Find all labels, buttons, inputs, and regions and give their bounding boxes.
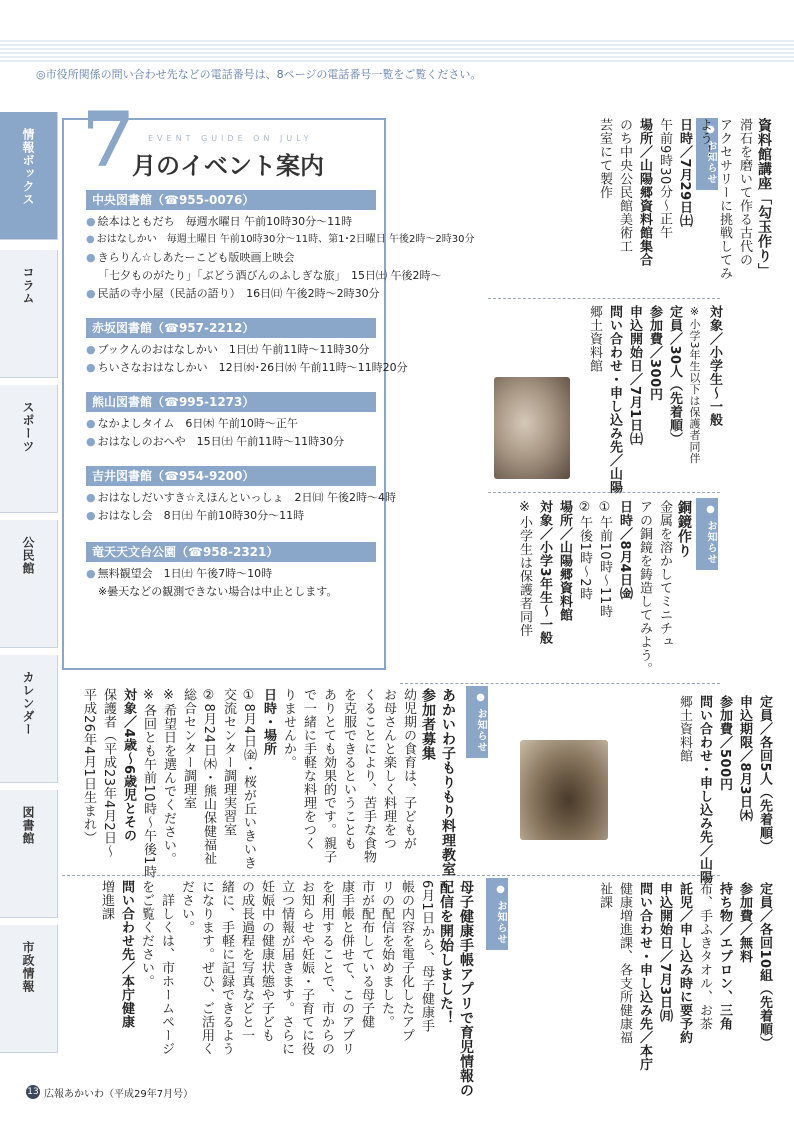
notice-note: ※希望日を選んでください。: [161, 688, 176, 866]
notice-contact: 問い合わせ・申し込み先／山陽: [697, 695, 712, 884]
notice-date-item: ②8月24日㈭・熊山保健福祉: [201, 688, 216, 865]
notice-apply: 申込開始日／7月3日㈪: [657, 882, 672, 1023]
notice-contact: 問い合わせ先／本庁健康: [119, 880, 134, 1029]
event-item: ● おはなし会 8日㈯ 午前10時30分～11時: [86, 507, 376, 525]
notice-cooking: [78, 688, 458, 879]
event-item: ● 絵本はともだち 毎週水曜日 午前10時30分～11時: [86, 213, 376, 231]
notice-body: 妊娠中の健康状態や子ども: [259, 880, 274, 1042]
notice-badge: ● お知らせ: [486, 878, 508, 950]
notice-apply: 申込開始日／7月1日㈯: [627, 305, 642, 446]
notice-body: を克服できるということも: [341, 688, 356, 850]
notice-magatama-top: [594, 118, 774, 293]
sidebar-tab-kominkan[interactable]: [0, 520, 58, 648]
sidebar-tab-label: 図書館: [21, 806, 35, 845]
notice-contact: 増進課: [99, 880, 114, 921]
notice-body: お知らせや妊娠・子育てに役: [299, 880, 314, 1056]
event-item: ● ちいさなおはなしかい 12日㈬･26日㈬ 午前11時～11時20分: [86, 359, 376, 377]
notice-contact: 郷土資料館: [677, 695, 692, 763]
divider: [62, 875, 720, 876]
notice-target: 保護者（平成23年4月2日～: [101, 688, 116, 859]
library-header: 竜天天文台公園（☎958-2321）: [86, 542, 376, 562]
notice-badge: ● お知らせ: [696, 498, 718, 570]
notice-body: お母さんと楽しく料理をつ: [381, 688, 396, 850]
notice-body: 市が配布している母子健: [359, 880, 374, 1029]
library-yoshii: [86, 466, 396, 525]
notice-body: 金属を溶かしてミニチュ: [657, 500, 672, 649]
library-header: 赤坂図書館（☎957-2212）: [86, 318, 376, 338]
notice-body: ださい。: [179, 880, 194, 934]
sidebar-tab-label: 公民館: [21, 536, 35, 575]
notice-title: 配信を開始しました！: [438, 880, 454, 1025]
observatory: [86, 542, 376, 601]
event-subtitle: EVENT GUIDE ON JULY: [148, 134, 313, 143]
notice-fee: 参加費／300円: [647, 305, 662, 402]
notice-capacity: 定員／各回10組（先着順）: [757, 882, 772, 1050]
notice-magatama-bottom: [584, 305, 724, 494]
notice-date-item: ①8月4日㈮・桜が丘いきいき: [241, 688, 256, 870]
notice-date: 日時／7月29日㈯: [677, 118, 692, 228]
notice-body: よう！: [697, 118, 712, 159]
notice-body: の成長過程を写真などと一: [239, 880, 254, 1042]
event-item: ● おはなしかい 毎週土曜日 午前10時30分～11時、第1･2日曜日 午後2時～2時30分: [86, 231, 376, 249]
header-band: [0, 40, 794, 62]
notice-contact: 問い合わせ・申し込み先／山陽: [607, 305, 622, 494]
notice-capacity: 定員／30人（先着順）: [667, 305, 682, 446]
sidebar-tab-sports[interactable]: [0, 385, 58, 513]
notice-body: を利用することで、市からの: [319, 880, 334, 1056]
notice-body: をご覧ください。: [139, 880, 154, 988]
notice-title: 銅鏡作り: [676, 500, 692, 558]
notice-kyo: [514, 500, 694, 675]
sidebar-tab-library[interactable]: [0, 790, 58, 918]
notice-place: 場所／山陽郷資料館集合: [637, 118, 652, 267]
sidebar-tab-label: 情報ボックス: [21, 128, 35, 206]
library-header: 吉井図書館（☎954-9200）: [86, 466, 376, 486]
library-akasaka: [86, 318, 408, 377]
notice-badge: ● お知らせ: [466, 686, 488, 758]
notice-title: 母子健康手帳アプリで育児情報の: [458, 880, 474, 1098]
notice-target-note: ※小学生は保護者同伴: [517, 500, 532, 637]
notice-target: 対象／小学3年生～一般: [537, 500, 552, 645]
sidebar-tab-label: 市政情報: [21, 941, 35, 993]
notice-place: のち中央公民館美術工: [617, 118, 632, 253]
notice-body: 帳の内容を電子化したアプ: [399, 880, 414, 1042]
header-note: ◎市役所関係の問い合わせ先などの電話番号は、8ページの電話番号一覧をご覧ください。: [36, 68, 482, 81]
notice-place: 場所／山陽郷資料館: [557, 500, 572, 622]
notice-note: ※各回とも午前10時～午後1時: [141, 688, 156, 879]
sidebar-tab-label: カレンダー: [21, 671, 35, 736]
notice-body: ありとても効果的です。親子: [321, 688, 336, 864]
notice-time: ②午後1時～2時: [577, 500, 592, 601]
sidebar-tab-calendar[interactable]: [0, 655, 58, 783]
notice-capacity: 定員／各回5人（先着順）: [757, 695, 772, 854]
sidebar-tab-info[interactable]: [0, 112, 58, 240]
notice-contact: 健康増進課、各支所健康福: [617, 882, 632, 1044]
notice-care: 託児／申し込み時に要予約: [677, 882, 692, 1044]
notice-body: 幼児期の食育は、子どもが: [401, 688, 416, 850]
notice-body: で一緒に手軽な料理をつく: [301, 688, 316, 850]
library-header: 中央図書館（☎955-0076）: [86, 190, 376, 210]
notice-title: あかいわ子もりもり料理教室: [440, 688, 456, 877]
divider: [488, 298, 720, 299]
notice-deadline: 申込期限／8月3日㈭: [737, 695, 752, 823]
notice-date: 日時／8月4日㈮: [617, 500, 632, 601]
magatama-photo: [494, 377, 570, 479]
notice-target: 平成26年4月1日生まれ）: [81, 688, 96, 845]
notice-target-note: ※小学3年生以下は保護者同伴: [688, 305, 701, 464]
footer-text: 広報あかいわ（平成29年7月号）: [44, 1089, 194, 1100]
sidebar-tab-label: スポーツ: [21, 401, 35, 453]
notice-body: アの銅鏡を鋳造してみよう。: [637, 500, 652, 676]
sidebar-tab-label: コラム: [21, 266, 35, 305]
divider: [488, 492, 720, 493]
event-item: ※曇天などの観測できない場合は中止とします。: [98, 585, 338, 598]
notice-body: になります。ぜひ、ご活用く: [199, 880, 214, 1056]
event-item: ● 民話の寺小屋（民話の語り） 16日㈰ 午後2時～2時30分: [86, 285, 376, 303]
library-header: 熊山図書館（☎995-1273）: [86, 392, 376, 412]
event-item: ● おはなしのおへや 15日㈯ 午前11時～11時30分: [86, 433, 376, 451]
notice-body: 緒に、手軽に記録できるよう: [219, 880, 234, 1056]
library-kumayama: [86, 392, 376, 451]
notice-contact: 祉課: [597, 882, 612, 909]
notice-date-item: 総合センター調理室: [181, 688, 196, 810]
notice-time: 午前9時30分～正午: [657, 118, 672, 239]
event-item: ● おはなしだいすき☆えほんといっしょ 2日㈰ 午後2時～4時: [86, 489, 376, 507]
notice-contact: 郷土資料館: [587, 305, 602, 373]
library-chuo: [86, 190, 475, 303]
notice-title: 資料館講座「勾玉作り」: [756, 118, 772, 278]
event-item: 「七夕ものがたり」「ぶどう酒びんのふしぎな旅」 15日㈯ 午後2時～: [98, 269, 442, 282]
notice-body: 滑石を磨いて作る古代の: [737, 118, 752, 267]
event-item: ● きらりん☆しあたーこども版映画上映会: [86, 249, 376, 267]
notice-date-item: 交流センター調理実習室: [221, 688, 236, 837]
notice-badge: ● お知らせ: [696, 118, 718, 190]
kyo-photo: [520, 740, 608, 840]
notice-body: 詳しくは、市ホームページ: [159, 880, 174, 1056]
notice-items: 持ち物／エプロン、三角: [717, 882, 732, 1031]
notice-target: 対象／小学生～一般: [707, 305, 722, 427]
notice-body: くることにより、苦手な食物: [361, 688, 376, 864]
notice-target: 対象／4歳～6歳児とその: [121, 688, 136, 843]
notice-body: 立つ情報が届きます。さらに: [279, 880, 294, 1056]
notice-kyo-details: [674, 695, 774, 884]
notice-cooking-details: [594, 882, 774, 1071]
divider: [400, 683, 720, 684]
notice-title: 参加者募集: [420, 688, 436, 761]
notice-contact: 問い合わせ・申し込み先／本庁: [637, 882, 652, 1071]
event-item: ● ブックんのおはなしかい 1日㈯ 午前11時～11時30分: [86, 341, 376, 359]
event-month-number: 7: [82, 95, 135, 184]
notice-body: りませんか。: [281, 688, 296, 769]
notice-time: ①午前10時～11時: [597, 500, 612, 619]
sidebar-tab-column[interactable]: [0, 250, 58, 378]
notice-body: リの配信を始めました。: [379, 880, 394, 1029]
event-item: ● なかよしタイム 6日㈭ 午前10時～正午: [86, 415, 376, 433]
notice-fee: 参加費／無料: [737, 882, 752, 963]
notice-date: 日時・場所: [261, 688, 276, 756]
notice-body: アクセサリーに挑戦してみ: [717, 118, 732, 280]
page-number: 13: [27, 1087, 39, 1097]
notice-body: 康手帳と併せて、このアプリ: [339, 880, 354, 1056]
notice-fee: 参加費／500円: [717, 695, 732, 792]
notice-items: 布、手ふきタオル、お茶: [697, 882, 712, 1031]
sidebar-tab-city[interactable]: [0, 925, 58, 1053]
event-item: ● 無料観望会 1日㈯ 午後7時～10時: [86, 565, 376, 583]
notice-place: 芸室にて製作: [597, 118, 612, 199]
event-title: 月のイベント案内: [132, 152, 324, 180]
notice-body: 6月1日から、母子健康手: [419, 880, 434, 1033]
